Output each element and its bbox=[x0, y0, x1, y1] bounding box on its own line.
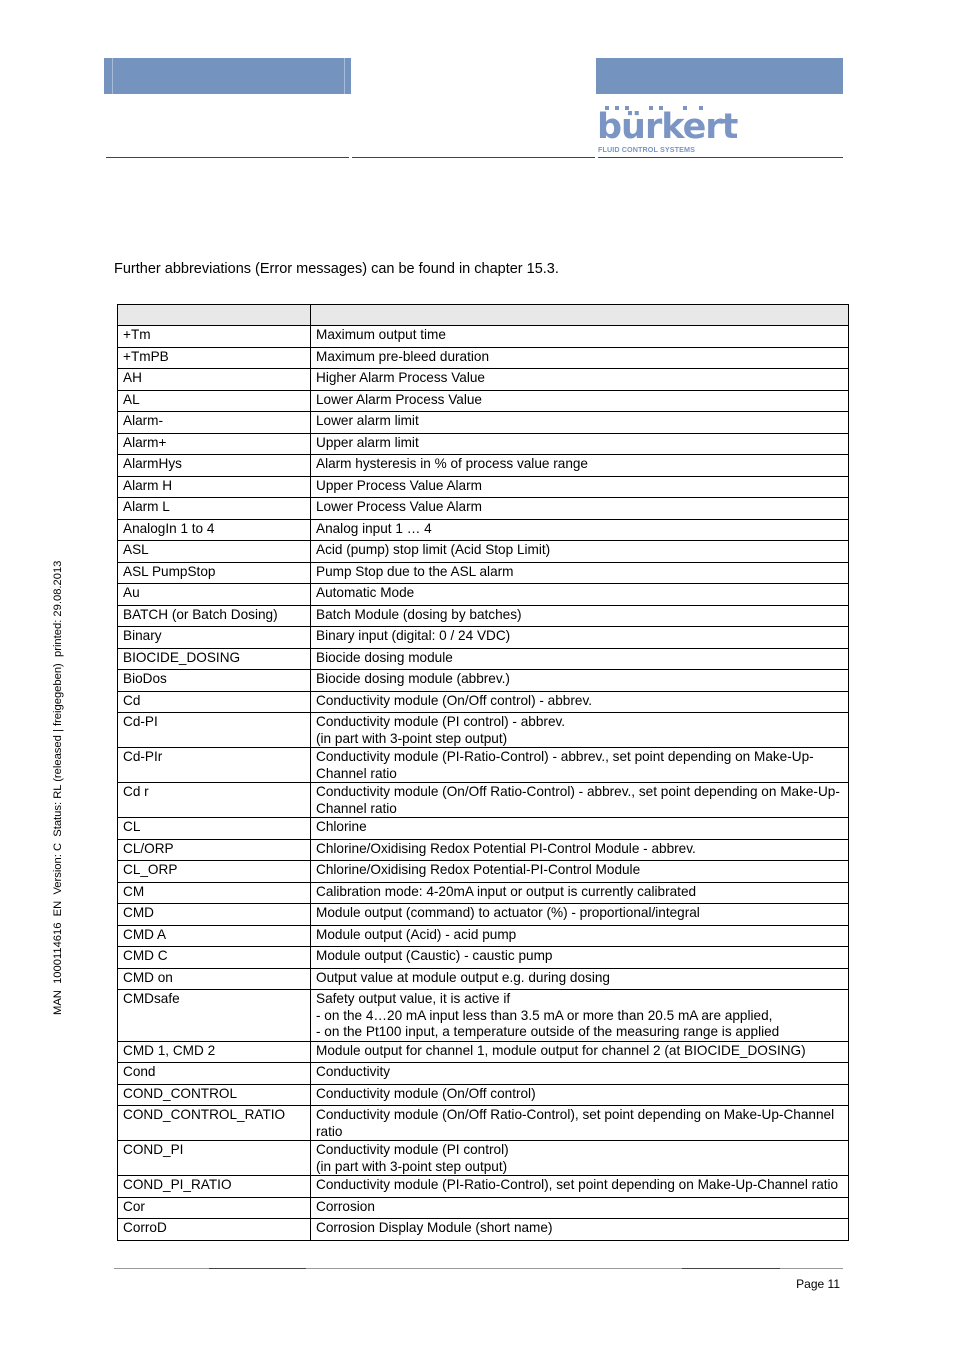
table-row bbox=[118, 783, 849, 818]
table-row bbox=[118, 605, 849, 627]
description-cell: Batch Module (dosing by batches) bbox=[311, 605, 849, 627]
description-cell: Maximum output time bbox=[311, 326, 849, 348]
abbreviation-cell: Alarm L bbox=[118, 498, 311, 520]
table-row bbox=[118, 861, 849, 883]
abbreviation-cell: Cd-PI bbox=[118, 713, 311, 748]
abbreviation-cell: CM bbox=[118, 882, 311, 904]
description-cell: Lower alarm limit bbox=[311, 412, 849, 434]
logo-tagline: FLUID CONTROL SYSTEMS bbox=[598, 145, 696, 154]
table-row bbox=[118, 713, 849, 748]
description-cell: Safety output value, it is active if - on the 4…20 mA input less than 3.5 mA or more than 20.5 mA are applied, - on the Pt100 input, a temperature outside of the measuring range is applied bbox=[311, 990, 849, 1042]
description-cell: Conductivity module (On/Off control) - abbrev. bbox=[311, 691, 849, 713]
header-rule-middle bbox=[352, 157, 595, 158]
abbreviation-cell: Cd r bbox=[118, 783, 311, 818]
abbreviation-cell: Alarm H bbox=[118, 476, 311, 498]
abbreviation-cell: CL bbox=[118, 818, 311, 840]
description-cell: Maximum pre-bleed duration bbox=[311, 347, 849, 369]
abbreviation-cell: CMD bbox=[118, 904, 311, 926]
description-cell: Conductivity bbox=[311, 1063, 849, 1085]
abbreviation-cell: Binary bbox=[118, 627, 311, 649]
abbreviation-cell: CL_ORP bbox=[118, 861, 311, 883]
abbreviations-table bbox=[117, 304, 849, 1241]
table-row bbox=[118, 627, 849, 649]
abbreviation-cell: Alarm- bbox=[118, 412, 311, 434]
description-cell: Higher Alarm Process Value bbox=[311, 369, 849, 391]
table-row bbox=[118, 562, 849, 584]
description-cell: Conductivity module (On/Off Ratio-Control), set point depending on Make-Up-Channel ratio bbox=[311, 1106, 849, 1141]
description-cell: Conductivity module (PI control) - abbrev. (in part with 3-point step output) bbox=[311, 713, 849, 748]
description-cell: Calibration mode: 4-20mA input or output is currently calibrated bbox=[311, 882, 849, 904]
table-row bbox=[118, 433, 849, 455]
description-cell: Lower Alarm Process Value bbox=[311, 390, 849, 412]
description-cell: Upper alarm limit bbox=[311, 433, 849, 455]
logo-wordmark: bürkert bbox=[597, 107, 738, 147]
abbreviation-cell: Cond bbox=[118, 1063, 311, 1085]
abbreviation-cell: COND_PI bbox=[118, 1141, 311, 1176]
column-header-abbreviation bbox=[118, 305, 311, 326]
description-cell: Biocide dosing module bbox=[311, 648, 849, 670]
table-row bbox=[118, 390, 849, 412]
header-rule-right bbox=[598, 157, 843, 158]
table-row bbox=[118, 648, 849, 670]
table-row bbox=[118, 839, 849, 861]
table-row bbox=[118, 990, 849, 1042]
table-row bbox=[118, 498, 849, 520]
table-row bbox=[118, 541, 849, 563]
description-cell: Corrosion Display Module (short name) bbox=[311, 1219, 849, 1241]
abbreviation-cell: Au bbox=[118, 584, 311, 606]
table-row bbox=[118, 1197, 849, 1219]
description-cell: Output value at module output e.g. during dosing bbox=[311, 968, 849, 990]
abbreviation-cell: Cd bbox=[118, 691, 311, 713]
header-rule-left bbox=[106, 157, 349, 158]
table-row bbox=[118, 1219, 849, 1241]
table-row bbox=[118, 882, 849, 904]
table-header-row bbox=[118, 305, 849, 326]
description-cell: Conductivity module (On/Off control) bbox=[311, 1084, 849, 1106]
abbreviation-cell: AlarmHys bbox=[118, 455, 311, 477]
description-cell: Module output for channel 1, module output for channel 2 (at BIOCIDE_DOSING) bbox=[311, 1041, 849, 1063]
table-row bbox=[118, 691, 849, 713]
abbreviation-cell: ASL PumpStop bbox=[118, 562, 311, 584]
description-cell: Acid (pump) stop limit (Acid Stop Limit) bbox=[311, 541, 849, 563]
description-cell: Conductivity module (PI-Ratio-Control) - abbrev., set point depending on Make-Up-Channel ratio bbox=[311, 748, 849, 783]
header-band-right bbox=[596, 58, 843, 94]
abbreviation-cell: CMD C bbox=[118, 947, 311, 969]
description-cell: Conductivity module (PI-Ratio-Control), set point depending on Make-Up-Channel ratio bbox=[311, 1176, 849, 1198]
description-cell: Chlorine/Oxidising Redox Potential-PI-Control Module bbox=[311, 861, 849, 883]
page-number: Page 11 bbox=[796, 1277, 840, 1291]
description-cell: Conductivity module (PI control) (in part with 3-point step output) bbox=[311, 1141, 849, 1176]
abbreviation-cell: BATCH (or Batch Dosing) bbox=[118, 605, 311, 627]
description-cell: Module output (Acid) - acid pump bbox=[311, 925, 849, 947]
description-cell: Module output (Caustic) - caustic pump bbox=[311, 947, 849, 969]
abbreviation-cell: CMD A bbox=[118, 925, 311, 947]
table-row bbox=[118, 1141, 849, 1176]
abbreviation-cell: +Tm bbox=[118, 326, 311, 348]
abbreviation-cell: AL bbox=[118, 390, 311, 412]
table-row bbox=[118, 369, 849, 391]
table-row bbox=[118, 1041, 849, 1063]
table-row bbox=[118, 968, 849, 990]
table-row bbox=[118, 476, 849, 498]
description-cell: Corrosion bbox=[311, 1197, 849, 1219]
table-row bbox=[118, 326, 849, 348]
description-cell: Lower Process Value Alarm bbox=[311, 498, 849, 520]
description-cell: Alarm hysteresis in % of process value range bbox=[311, 455, 849, 477]
table-row bbox=[118, 670, 849, 692]
description-cell: Conductivity module (On/Off Ratio-Control) - abbrev., set point depending on Make-Up-Channel ratio bbox=[311, 783, 849, 818]
column-header-description bbox=[311, 305, 849, 326]
description-cell: Chlorine/Oxidising Redox Potential PI-Control Module - abbrev. bbox=[311, 839, 849, 861]
table-row bbox=[118, 519, 849, 541]
table-row bbox=[118, 925, 849, 947]
description-cell: Chlorine bbox=[311, 818, 849, 840]
abbreviation-cell: COND_CONTROL_RATIO bbox=[118, 1106, 311, 1141]
abbreviation-cell: BioDos bbox=[118, 670, 311, 692]
description-cell: Pump Stop due to the ASL alarm bbox=[311, 562, 849, 584]
abbreviation-cell: CL/ORP bbox=[118, 839, 311, 861]
footer-rule bbox=[114, 1268, 843, 1269]
table-row bbox=[118, 904, 849, 926]
burkert-logo bbox=[597, 106, 738, 156]
abbreviation-cell: AH bbox=[118, 369, 311, 391]
abbreviation-cell: Alarm+ bbox=[118, 433, 311, 455]
description-cell: Upper Process Value Alarm bbox=[311, 476, 849, 498]
table-row bbox=[118, 455, 849, 477]
description-cell: Module output (command) to actuator (%) - proportional/integral bbox=[311, 904, 849, 926]
table-row bbox=[118, 584, 849, 606]
abbreviation-cell: CorroD bbox=[118, 1219, 311, 1241]
abbreviation-cell: BIOCIDE_DOSING bbox=[118, 648, 311, 670]
abbreviation-cell: Cor bbox=[118, 1197, 311, 1219]
table-row bbox=[118, 1063, 849, 1085]
header-band-left bbox=[104, 58, 351, 94]
table-row bbox=[118, 347, 849, 369]
document-side-note: MAN 1000114616 EN Version: C Status: RL (released | freigegeben) printed: 29.08.2013 bbox=[52, 560, 64, 1015]
abbreviation-cell: ASL bbox=[118, 541, 311, 563]
intro-text: Further abbreviations (Error messages) can be found in chapter 15.3. bbox=[114, 261, 559, 277]
table-row bbox=[118, 1084, 849, 1106]
table-row bbox=[118, 818, 849, 840]
abbreviation-cell: CMD on bbox=[118, 968, 311, 990]
description-cell: Analog input 1 … 4 bbox=[311, 519, 849, 541]
abbreviation-cell: COND_PI_RATIO bbox=[118, 1176, 311, 1198]
description-cell: Biocide dosing module (abbrev.) bbox=[311, 670, 849, 692]
table-row bbox=[118, 947, 849, 969]
abbreviation-cell: CMD 1, CMD 2 bbox=[118, 1041, 311, 1063]
description-cell: Binary input (digital: 0 / 24 VDC) bbox=[311, 627, 849, 649]
table-row bbox=[118, 748, 849, 783]
table-row bbox=[118, 1106, 849, 1141]
description-cell: Automatic Mode bbox=[311, 584, 849, 606]
table-row bbox=[118, 1176, 849, 1198]
abbreviation-cell: Cd-PIr bbox=[118, 748, 311, 783]
abbreviation-cell: CMDsafe bbox=[118, 990, 311, 1042]
abbreviation-cell: COND_CONTROL bbox=[118, 1084, 311, 1106]
abbreviation-cell: +TmPB bbox=[118, 347, 311, 369]
table-row bbox=[118, 412, 849, 434]
abbreviation-cell: AnalogIn 1 to 4 bbox=[118, 519, 311, 541]
